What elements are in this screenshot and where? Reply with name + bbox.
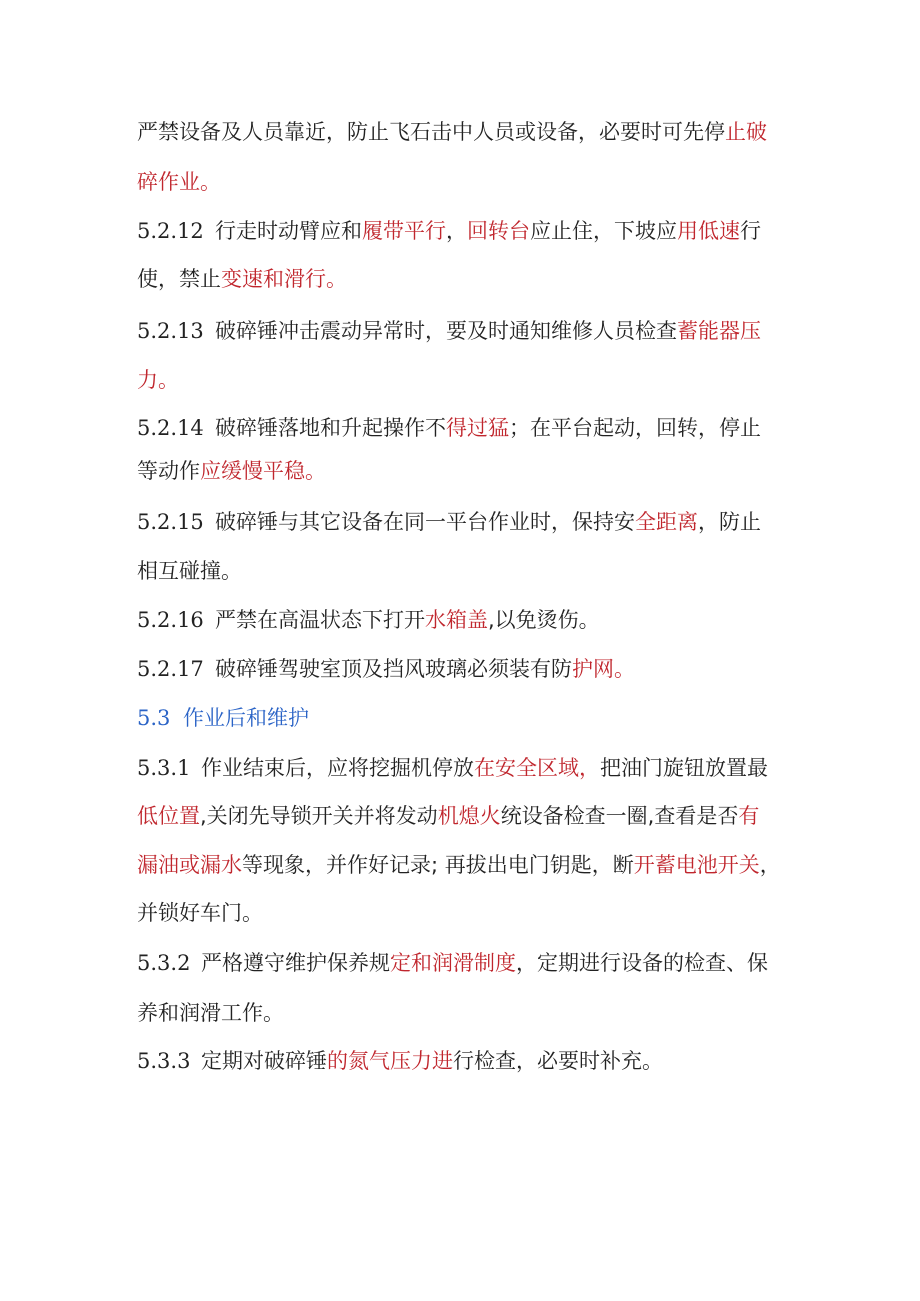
highlighted-text: 机熄火 — [437, 804, 501, 828]
text-line — [137, 1003, 284, 1024]
body-text: 行 — [740, 219, 761, 243]
text-line — [137, 855, 781, 876]
text-line — [137, 122, 767, 143]
body-text: 并锁好车门。 — [137, 901, 263, 925]
text-line — [137, 418, 761, 439]
highlighted-text: 用低速 — [677, 219, 740, 243]
body-text: 等动作 — [137, 459, 200, 483]
text-line — [137, 321, 761, 342]
body-text: ,以免烫伤。 — [488, 608, 600, 632]
highlighted-text: 应缓慢平稳。 — [200, 459, 326, 483]
body-text: 行检查，必要时补充。 — [453, 1049, 663, 1073]
body-text: 严格遵守维护保养规 — [201, 951, 390, 975]
body-text: 把油门旋钮放置最 — [600, 756, 768, 780]
body-text: 应止住，下坡应 — [530, 219, 677, 243]
highlighted-text: 漏油或漏水 — [137, 853, 242, 877]
body-text: 相互碰撞。 — [137, 559, 242, 583]
text-line — [137, 953, 768, 974]
body-text: 养和润滑工作。 — [137, 1001, 284, 1025]
highlighted-text: 回转台 — [467, 219, 530, 243]
highlighted-text: 变速和滑行。 — [221, 267, 347, 291]
text-line — [137, 610, 600, 631]
text-line — [137, 1051, 663, 1072]
highlighted-text: 履带平行 — [362, 219, 446, 243]
section-heading — [137, 708, 309, 729]
body-text: ,关闭先导锁开关并将发动 — [200, 804, 438, 828]
text-line — [137, 172, 221, 193]
highlighted-text: 在安全区域， — [474, 756, 600, 780]
clause-number: 5.2.13 — [137, 319, 204, 343]
body-text: ，定期进行设备的检查、保 — [516, 951, 768, 975]
body-text: ， — [759, 853, 781, 877]
highlighted-text: 定和润滑制度 — [390, 951, 516, 975]
clause-number: 5.2.15 — [137, 510, 204, 534]
body-text: 定期对破碎锤 — [201, 1049, 327, 1073]
highlighted-text: 低位置 — [137, 804, 200, 828]
text-line — [137, 269, 347, 290]
body-text: 破碎锤驾驶室顶及挡风玻璃必须装有防 — [215, 657, 572, 681]
body-text: 破碎锤冲击震动异常时，要及时通知维修人员检查 — [215, 319, 677, 343]
body-text: 严禁在高温状态下打开 — [215, 608, 425, 632]
highlighted-text: 止破 — [725, 120, 767, 144]
body-text: 使，禁止 — [137, 267, 221, 291]
body-text: ， — [446, 219, 467, 243]
heading-text: 作业后和维护 — [183, 706, 309, 730]
text-line — [137, 903, 263, 924]
body-text: 行走时动臂应和 — [215, 219, 362, 243]
text-line — [137, 221, 761, 242]
text-line — [137, 370, 179, 391]
highlighted-text: 全距离 — [635, 510, 698, 534]
text-line — [137, 758, 768, 779]
body-text: ；在平台起动，回转，停止 — [509, 416, 761, 440]
clause-number: 5.3 — [137, 706, 171, 730]
highlighted-text: 碎作业。 — [137, 170, 221, 194]
highlighted-text: 水箱盖 — [425, 608, 488, 632]
text-line — [137, 512, 761, 533]
body-text: ，防止 — [698, 510, 761, 534]
text-line — [137, 659, 635, 680]
highlighted-text: 开蓄电池开关 — [633, 853, 760, 877]
highlighted-text: 有 — [738, 804, 760, 828]
clause-number: 5.2.12 — [137, 219, 204, 243]
highlighted-text: 蓄能器压 — [677, 319, 761, 343]
body-text: 破碎锤与其它设备在同一平台作业时，保持安 — [215, 510, 635, 534]
body-text: 严禁设备及人员靠近，防止飞石击中人员或设备，必要时可先停 — [137, 120, 725, 144]
text-line — [137, 561, 242, 582]
body-text: 等现象，并作好记录; 再拔出电门钥匙，断 — [242, 853, 634, 877]
text-line — [137, 806, 759, 827]
clause-number: 5.3.2 — [137, 951, 191, 975]
clause-number: 5.3.1 — [137, 756, 191, 780]
clause-number: 5.3.3 — [137, 1049, 191, 1073]
highlighted-text: 的氮气压力进 — [327, 1049, 453, 1073]
highlighted-text: 得过猛 — [446, 416, 509, 440]
clause-number: 5.2.14 — [137, 416, 204, 440]
body-text: 作业结束后，应将挖掘机停放 — [201, 756, 474, 780]
body-text: 统设备检查一圈,查看是否 — [500, 804, 739, 828]
highlighted-text: 护网。 — [572, 657, 635, 681]
clause-number: 5.2.17 — [137, 657, 204, 681]
body-text: 破碎锤落地和升起操作不 — [215, 416, 446, 440]
clause-number: 5.2.16 — [137, 608, 204, 632]
text-line — [137, 461, 326, 482]
highlighted-text: 力。 — [137, 368, 179, 392]
